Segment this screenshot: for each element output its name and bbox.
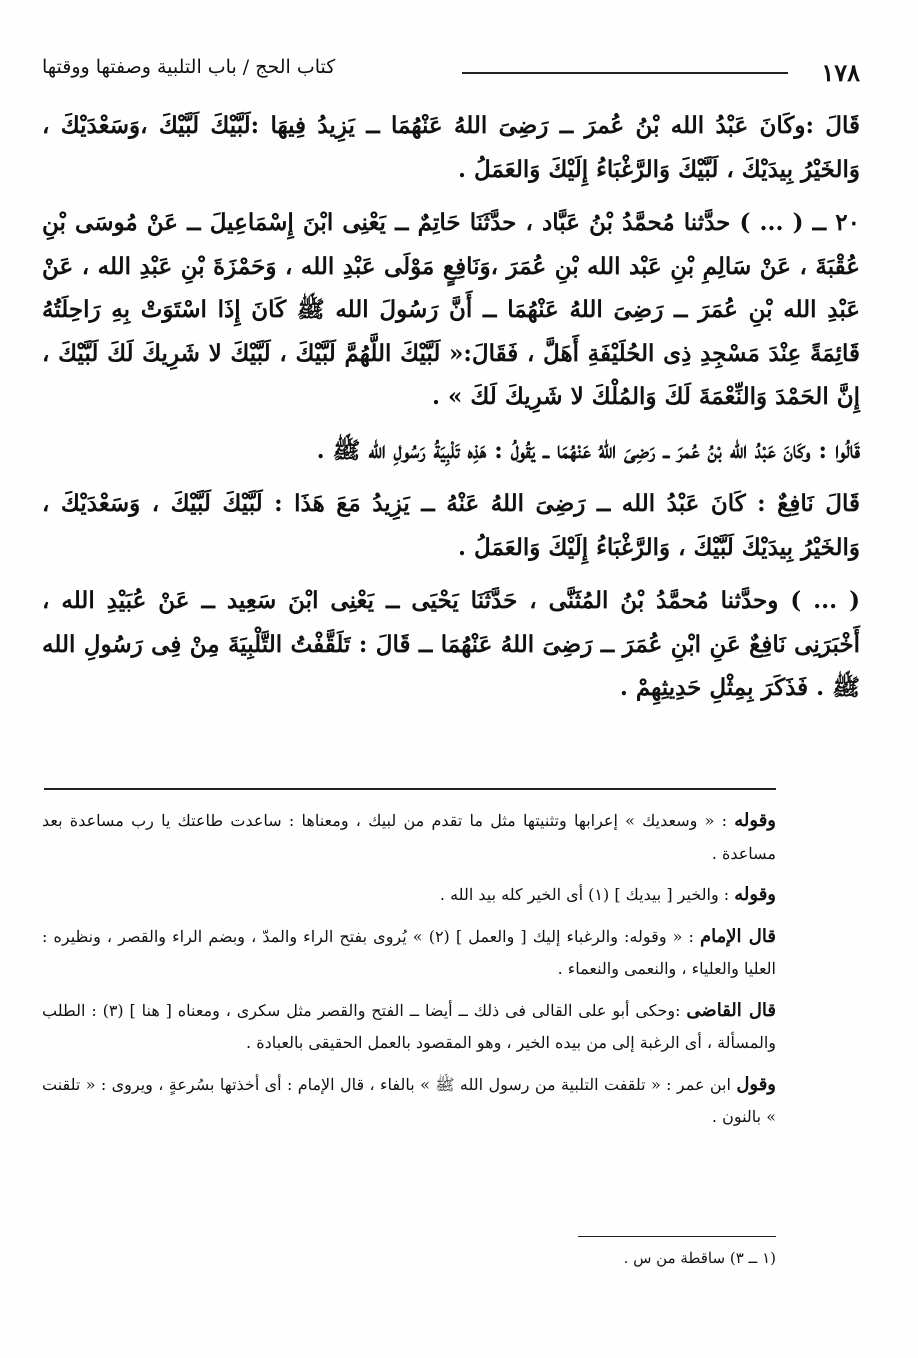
footnote: (١ ــ ٣) ساقطة من س .	[623, 1249, 776, 1267]
note	[42, 879, 776, 912]
header-rule	[462, 72, 788, 74]
main-text	[42, 104, 860, 720]
commentary-notes	[42, 805, 776, 1143]
commentary-divider	[44, 788, 776, 790]
note-text: : « وقوله: والرغباء إليك [ والعمل ] (٢) » يُروى بفتح الراء والمدّ ، وبضم الراء والقصر ، ونظيره : العليا والعلياء ، والنعمى والنعماء .	[42, 926, 776, 978]
note	[42, 1069, 776, 1134]
page-number: ١٧٨	[821, 58, 860, 87]
note-text: : « وسعديك » إعرابها وتثنيتها مثل ما تقدم من لبيك ، ومعناها : ساعدت طاعتك يا رب مساعدة بعد مساعدة .	[42, 811, 776, 863]
note	[42, 805, 776, 870]
note-lead: قال الإمام	[700, 925, 776, 947]
note-lead: قال القاضى	[686, 999, 776, 1021]
note-text: ابن عمر : « تلقفت التلبية من رسول الله ﷺ » بالفاء ، قال الإمام : أى أخذتها بسُرعةٍ ، ويروى : « تلقنت » بالنون .	[42, 1074, 776, 1126]
paragraph: قَالُوا : وكَانَ عَبْدُ الله بْنُ عُمرَ ــ رَضِىَ اللهُ عَنْهُمَا ــ يَقُولُ : هَذِه تَلْبِيَةُ رَسُولِ الله ﷺ .	[316, 436, 860, 464]
running-title: كتاب الحج / باب التلبية وصفتها ووقتها	[42, 56, 336, 78]
note-lead: وقوله	[734, 884, 776, 905]
note-text: : والخير [ بيديك ] (١) أى الخير كله بيد الله .	[439, 885, 735, 904]
note-lead: وقول	[736, 1073, 776, 1095]
paragraph: ( ... ) وحدَّثنا مُحمَّدُ بْنُ المُثَنَّى ، حَدَّثَنَا يَحْيَى ــ يَعْنِى ابْنَ سَعِيد ــ عَنْ عُبَيْدِ الله ، أَخْبَرَنِى نَافِعٌ عَنِ ابْنِ عُمَرَ ــ رَضِىَ اللهُ عَنْهُمَا ــ قَالَ : تَلَقَّفْتُ التَّلْبِيَةَ مِنْ فِى رَسُولِ الله ﷺ . فَذَكَرَ بِمِثْلِ حَدِيثِهِمْ .	[42, 587, 860, 701]
footnote-rule	[578, 1236, 776, 1237]
note-lead: وقوله	[734, 810, 776, 831]
note-text: :وحكى أبو على القالى فى ذلك ــ أيضا ــ الفتح والقصر مثل سكرى ، ومعناه [ هنا ] (٣) : الطلب والمسألة ، أى الرغبة إلى من بيده الخير ، وهو المقصود بالعمل الحقيقى بالعبادة .	[42, 1000, 776, 1052]
paragraph: قَالَ :وكَانَ عَبْدُ الله بْنُ عُمرَ ــ رَضِىَ اللهُ عَنْهُمَا ــ يَزِيدُ فِيهَا :لَبَّيْكَ لَبَّيْكَ ،وَسَعْدَيْكَ ، وَالخَيْرُ بِيدَيْكَ ، لَبَّيْكَ وَالرَّغْبَاءُ إِلَيْكَ وَالعَمَلُ .	[42, 112, 860, 183]
paragraph: ٢٠ ــ ( ... ) حدَّثنا مُحمَّدُ بْنُ عَبَّاد ، حدَّثَنَا حَاتِمٌ ــ يَعْنِى ابْنَ إِسْمَاعِيلَ ــ عَنْ مُوسَى بْنِ عُقْبَةَ ، عَنْ سَالِمِ بْنِ عَبْد الله بْنِ عُمَرَ ،وَنَافِعٍ مَوْلَى عَبْدِ الله ، وَحَمْزَةَ بْنِ عَبْدِ الله ، عَنْ عَبْدِ الله بْنِ عُمَرَ ــ رَضِىَ اللهُ عَنْهُمَا ــ أَنَّ رَسُولَ الله ﷺ كَانَ إِذَا اسْتَوَتْ بِهِ رَاحِلَتُهُ قَائِمَةً عِنْدَ مَسْجِدِ ذِى الحُلَيْفَةِ أَهَلَّ ، فَقَالَ:« لَبَّيْكَ اللَّهُمَّ لَبَّيْكَ ، لَبَّيْكَ لا شَرِيكَ لَكَ لَبَّيْكَ ، إِنَّ الحَمْدَ وَالنِّعْمَةَ لَكَ وَالمُلْكَ لا شَرِيكَ لَكَ » .	[42, 209, 860, 410]
note	[42, 995, 776, 1060]
page-header	[42, 56, 860, 90]
paragraph: قَالَ نَافِعٌ : كَانَ عَبْدُ الله ــ رَضِىَ اللهُ عَنْهُ ــ يَزِيدُ مَعَ هَذَا : لَبَّيْكَ لَبَّيْكَ ، وَسَعْدَيْكَ ، وَالخَيْرُ بِيدَيْكَ لَبَّيْكَ ، وَالرَّغْبَاءُ إِلَيْكَ وَالعَمَلُ .	[42, 490, 860, 561]
note	[42, 921, 776, 986]
